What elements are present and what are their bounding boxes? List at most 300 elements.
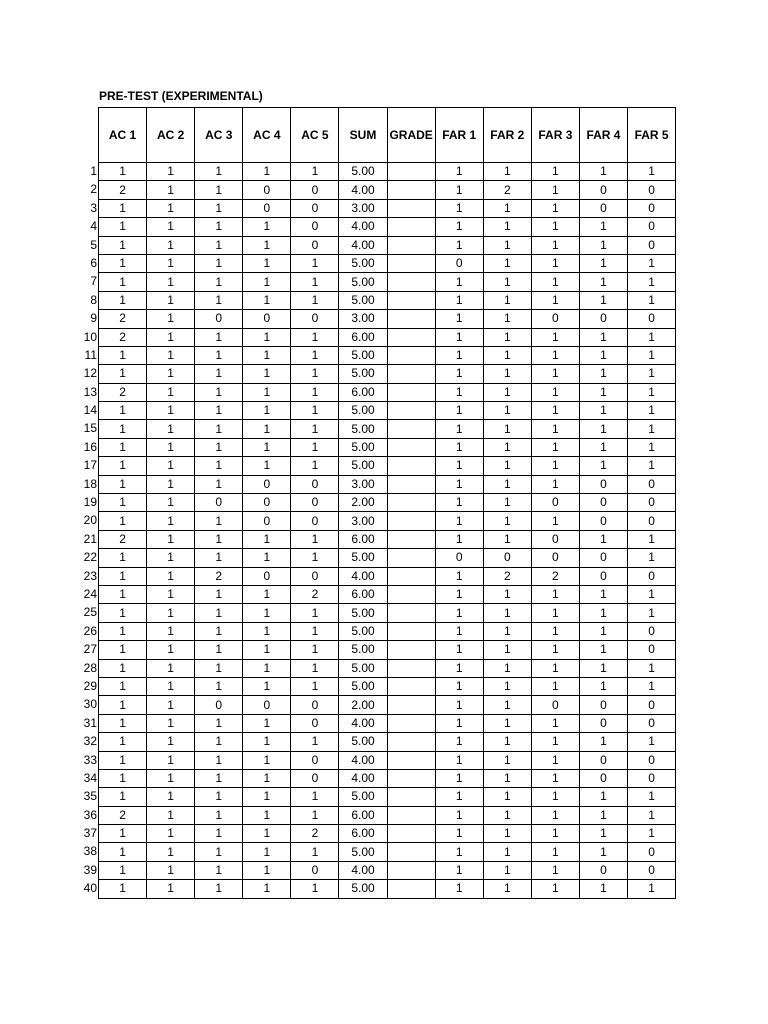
table-cell: 1: [243, 549, 291, 567]
table-cell: 1: [147, 236, 195, 254]
table-cell: [387, 254, 435, 272]
table-cell: 0: [628, 236, 676, 254]
row-number: 29: [83, 678, 97, 693]
table-cell: 0: [628, 769, 676, 787]
table-cell: 5.00: [339, 273, 387, 291]
table-cell: 1: [483, 346, 531, 364]
table-cell: 1: [483, 806, 531, 824]
table-cell: 1: [531, 218, 579, 236]
column-header: GRADE: [387, 108, 435, 163]
table-cell: 1: [531, 236, 579, 254]
column-header: SUM: [339, 108, 387, 163]
table-cell: 1: [99, 291, 147, 309]
table-cell: [387, 696, 435, 714]
table-cell: 2: [531, 567, 579, 585]
table-cell: 0: [579, 199, 627, 217]
table-cell: 0: [531, 549, 579, 567]
table-cell: 1: [435, 420, 483, 438]
table-cell: [387, 530, 435, 548]
table-cell: 0: [628, 861, 676, 879]
table-cell: 1: [531, 328, 579, 346]
table-cell: 1: [291, 346, 339, 364]
table-cell: 0: [243, 567, 291, 585]
table-cell: 1: [435, 457, 483, 475]
table-cell: 1: [531, 475, 579, 493]
table-cell: 1: [291, 383, 339, 401]
table-cell: 1: [628, 402, 676, 420]
table-cell: 2: [291, 825, 339, 843]
table-cell: 1: [147, 733, 195, 751]
table-cell: 3.00: [339, 310, 387, 328]
table-cell: [387, 769, 435, 787]
table-cell: 4.00: [339, 567, 387, 585]
table-cell: 2: [483, 567, 531, 585]
row-number: 18: [83, 476, 97, 491]
row-number: 31: [83, 715, 97, 730]
table-cell: 1: [195, 254, 243, 272]
table-cell: [387, 641, 435, 659]
table-cell: 1: [579, 733, 627, 751]
table-cell: 1: [483, 328, 531, 346]
table-cell: 6.00: [339, 383, 387, 401]
table-cell: 1: [435, 714, 483, 732]
row-number: 7: [90, 274, 97, 289]
table-cell: 1: [435, 181, 483, 199]
table-cell: 1: [195, 199, 243, 217]
row-number: 15: [83, 421, 97, 436]
table-cell: 1: [628, 254, 676, 272]
table-cell: 1: [147, 751, 195, 769]
column-header: AC 3: [195, 108, 243, 163]
table-cell: 0: [628, 494, 676, 512]
table-cell: 1: [435, 861, 483, 879]
table-cell: 0: [579, 861, 627, 879]
table-cell: [387, 273, 435, 291]
table-cell: 2: [291, 585, 339, 603]
table-cell: 1: [579, 163, 627, 181]
table-cell: 5.00: [339, 604, 387, 622]
table-cell: 0: [243, 475, 291, 493]
table-cell: 1: [99, 199, 147, 217]
table-cell: 1: [483, 310, 531, 328]
table-cell: [387, 861, 435, 879]
table-cell: 1: [99, 843, 147, 861]
row-number: 34: [83, 770, 97, 785]
table-cell: 1: [628, 604, 676, 622]
table-cell: 1: [483, 769, 531, 787]
table-cell: 1: [435, 677, 483, 695]
table-cell: 1: [291, 549, 339, 567]
row-number: 24: [83, 586, 97, 601]
row-number: 25: [83, 605, 97, 620]
table-cell: 0: [291, 567, 339, 585]
table-cell: 4.00: [339, 714, 387, 732]
table-cell: 1: [483, 273, 531, 291]
table-cell: [387, 291, 435, 309]
table-row: [99, 843, 676, 861]
table-cell: 1: [483, 751, 531, 769]
table-cell: 1: [531, 733, 579, 751]
table-cell: 1: [147, 825, 195, 843]
table-cell: [387, 457, 435, 475]
table-cell: 1: [435, 530, 483, 548]
table-row: [99, 622, 676, 640]
table-cell: 2: [483, 181, 531, 199]
table-cell: 1: [99, 861, 147, 879]
table-cell: 1: [483, 291, 531, 309]
row-number: 37: [83, 826, 97, 841]
table-cell: 1: [147, 806, 195, 824]
table-cell: 5.00: [339, 733, 387, 751]
table-cell: 1: [243, 383, 291, 401]
table-cell: 1: [147, 604, 195, 622]
table-cell: 1: [243, 402, 291, 420]
table-cell: 1: [531, 273, 579, 291]
table-cell: 1: [435, 769, 483, 787]
table-cell: 1: [291, 843, 339, 861]
row-number: 9: [90, 311, 97, 326]
table-cell: 1: [435, 475, 483, 493]
table-cell: 1: [483, 585, 531, 603]
table-row: [99, 365, 676, 383]
table-cell: 1: [99, 273, 147, 291]
table-cell: 1: [531, 861, 579, 879]
table-cell: 4.00: [339, 769, 387, 787]
row-number: 21: [83, 531, 97, 546]
table-cell: [387, 806, 435, 824]
table-row: [99, 604, 676, 622]
table-cell: 1: [435, 291, 483, 309]
table-cell: 1: [195, 163, 243, 181]
table-cell: 1: [99, 254, 147, 272]
table-cell: 0: [579, 181, 627, 199]
table-cell: 1: [531, 291, 579, 309]
table-cell: 1: [483, 659, 531, 677]
table-cell: 0: [579, 310, 627, 328]
table-cell: 0: [628, 218, 676, 236]
table-cell: 1: [147, 696, 195, 714]
table-cell: [387, 420, 435, 438]
table-cell: 1: [435, 604, 483, 622]
table-cell: 5.00: [339, 365, 387, 383]
table-cell: 1: [195, 825, 243, 843]
table-cell: 1: [531, 714, 579, 732]
table-cell: 1: [579, 383, 627, 401]
row-number-column: [70, 162, 98, 898]
score-table: [98, 107, 676, 899]
table-cell: 0: [291, 310, 339, 328]
table-cell: [387, 880, 435, 898]
table-row: [99, 733, 676, 751]
table-cell: 1: [628, 273, 676, 291]
table-row: [99, 291, 676, 309]
table-cell: 1: [195, 604, 243, 622]
table-cell: 1: [483, 365, 531, 383]
table-cell: 1: [147, 880, 195, 898]
table-cell: 1: [531, 677, 579, 695]
table-cell: 1: [579, 806, 627, 824]
table-cell: 0: [195, 696, 243, 714]
table-cell: 1: [147, 861, 195, 879]
table-cell: 5.00: [339, 677, 387, 695]
table-cell: 0: [531, 494, 579, 512]
table-row: [99, 199, 676, 217]
row-number: 39: [83, 862, 97, 877]
table-cell: 1: [483, 163, 531, 181]
table-cell: 1: [531, 420, 579, 438]
row-number: 20: [83, 513, 97, 528]
table-row: [99, 880, 676, 898]
table-cell: 1: [531, 438, 579, 456]
table-row: [99, 181, 676, 199]
table-cell: 1: [243, 843, 291, 861]
table-cell: 0: [579, 512, 627, 530]
table-cell: 1: [147, 457, 195, 475]
table-cell: 1: [147, 549, 195, 567]
table-cell: 1: [147, 843, 195, 861]
table-row: [99, 825, 676, 843]
table-cell: 1: [243, 273, 291, 291]
table-cell: 1: [531, 641, 579, 659]
row-number: 6: [90, 255, 97, 270]
table-cell: 1: [483, 530, 531, 548]
column-header: FAR 3: [531, 108, 579, 163]
table-row: [99, 861, 676, 879]
table-cell: 1: [291, 530, 339, 548]
table-row: [99, 402, 676, 420]
table-row: [99, 769, 676, 787]
table-row: [99, 273, 676, 291]
table-cell: 1: [195, 585, 243, 603]
table-cell: 1: [147, 383, 195, 401]
table-cell: 1: [483, 861, 531, 879]
table-cell: 1: [147, 402, 195, 420]
table-cell: 1: [291, 604, 339, 622]
table-cell: 4.00: [339, 861, 387, 879]
table-cell: 1: [531, 163, 579, 181]
table-cell: 1: [579, 604, 627, 622]
table-cell: 1: [291, 622, 339, 640]
table-cell: 1: [483, 254, 531, 272]
table-cell: 5.00: [339, 346, 387, 364]
table-cell: 5.00: [339, 457, 387, 475]
table-cell: 1: [99, 567, 147, 585]
table-cell: 1: [99, 585, 147, 603]
table-cell: 1: [99, 236, 147, 254]
table-cell: 1: [195, 659, 243, 677]
table-cell: 1: [483, 604, 531, 622]
table-cell: 0: [628, 310, 676, 328]
row-number: 19: [83, 495, 97, 510]
table-cell: 1: [99, 733, 147, 751]
table-cell: 1: [243, 641, 291, 659]
table-cell: 2: [99, 530, 147, 548]
table-cell: 3.00: [339, 199, 387, 217]
table-cell: 1: [243, 788, 291, 806]
table-row: [99, 659, 676, 677]
row-number: 35: [83, 789, 97, 804]
table-row: [99, 806, 676, 824]
table-cell: 1: [195, 880, 243, 898]
table-cell: 0: [291, 475, 339, 493]
table-cell: 6.00: [339, 825, 387, 843]
table-cell: 5.00: [339, 641, 387, 659]
table-cell: 1: [435, 236, 483, 254]
table-row: [99, 420, 676, 438]
table-cell: 1: [628, 438, 676, 456]
table-cell: [387, 181, 435, 199]
table-cell: 1: [531, 254, 579, 272]
table-row: [99, 163, 676, 181]
table-row: [99, 383, 676, 401]
table-cell: 0: [628, 512, 676, 530]
table-cell: 1: [243, 659, 291, 677]
table-cell: 1: [291, 677, 339, 695]
table-cell: 1: [99, 696, 147, 714]
table-cell: [387, 218, 435, 236]
row-number: 38: [83, 844, 97, 859]
table-cell: 1: [195, 843, 243, 861]
table-cell: 6.00: [339, 328, 387, 346]
table-cell: 0: [243, 181, 291, 199]
table-cell: 1: [147, 494, 195, 512]
table-cell: 1: [628, 659, 676, 677]
table-cell: 1: [531, 806, 579, 824]
table-cell: 0: [243, 512, 291, 530]
table-cell: 1: [435, 310, 483, 328]
table-cell: 1: [531, 788, 579, 806]
table-cell: 0: [579, 494, 627, 512]
table-cell: 1: [435, 641, 483, 659]
table-cell: [387, 163, 435, 181]
table-cell: 1: [195, 365, 243, 383]
table-cell: 1: [147, 769, 195, 787]
table-cell: 1: [147, 218, 195, 236]
table-cell: 3.00: [339, 475, 387, 493]
table-cell: [387, 585, 435, 603]
table-cell: 1: [291, 365, 339, 383]
table-cell: 1: [435, 365, 483, 383]
table-cell: 1: [147, 420, 195, 438]
table-cell: 1: [579, 254, 627, 272]
table-row: [99, 346, 676, 364]
table-cell: 1: [435, 751, 483, 769]
table-cell: 0: [195, 310, 243, 328]
table-cell: 5.00: [339, 788, 387, 806]
table-cell: 1: [483, 420, 531, 438]
row-number: 11: [84, 347, 97, 362]
table-cell: 1: [291, 733, 339, 751]
table-cell: 6.00: [339, 806, 387, 824]
table-cell: 1: [291, 254, 339, 272]
table-cell: 1: [483, 199, 531, 217]
table-row: [99, 641, 676, 659]
table-cell: 1: [147, 273, 195, 291]
table-cell: 1: [579, 622, 627, 640]
table-cell: 1: [483, 843, 531, 861]
table-cell: 1: [628, 365, 676, 383]
table-cell: 1: [243, 438, 291, 456]
table-cell: 1: [579, 346, 627, 364]
table-cell: 0: [291, 236, 339, 254]
table-cell: 1: [628, 346, 676, 364]
table-row: [99, 438, 676, 456]
table-cell: 1: [483, 788, 531, 806]
table-cell: 1: [195, 861, 243, 879]
table-cell: 2: [99, 328, 147, 346]
table-cell: 1: [195, 769, 243, 787]
table-cell: 1: [579, 438, 627, 456]
table-cell: 1: [195, 733, 243, 751]
table-cell: 1: [99, 402, 147, 420]
table-cell: 1: [99, 751, 147, 769]
table-cell: 1: [483, 218, 531, 236]
table-cell: 1: [99, 346, 147, 364]
table-cell: 1: [195, 420, 243, 438]
table-cell: 1: [195, 751, 243, 769]
table-cell: 1: [147, 567, 195, 585]
table-cell: 1: [483, 383, 531, 401]
row-number: 28: [83, 660, 97, 675]
table-cell: 1: [531, 622, 579, 640]
table-cell: 1: [628, 806, 676, 824]
table-cell: 1: [195, 273, 243, 291]
table-cell: 0: [579, 696, 627, 714]
table-cell: 1: [435, 512, 483, 530]
table-cell: 0: [483, 549, 531, 567]
table-cell: [387, 825, 435, 843]
table-cell: 1: [99, 641, 147, 659]
table-cell: 1: [483, 438, 531, 456]
table-cell: 0: [291, 218, 339, 236]
table-cell: 1: [243, 328, 291, 346]
table-cell: [387, 236, 435, 254]
table-cell: 1: [99, 825, 147, 843]
table-cell: 6.00: [339, 530, 387, 548]
table-cell: 1: [435, 163, 483, 181]
table-cell: 0: [243, 199, 291, 217]
table-cell: 1: [243, 530, 291, 548]
table-cell: 1: [435, 567, 483, 585]
table-cell: 1: [195, 788, 243, 806]
table-cell: 0: [628, 181, 676, 199]
table-cell: 1: [195, 346, 243, 364]
table-cell: 1: [483, 475, 531, 493]
table-cell: 5.00: [339, 880, 387, 898]
table-cell: 0: [579, 475, 627, 493]
table-cell: 1: [243, 457, 291, 475]
table-cell: [387, 346, 435, 364]
table-cell: 1: [628, 733, 676, 751]
table-cell: 1: [579, 585, 627, 603]
table-cell: 1: [291, 457, 339, 475]
table-cell: 1: [483, 402, 531, 420]
table-cell: 1: [531, 457, 579, 475]
table-cell: 1: [628, 880, 676, 898]
table-cell: 1: [628, 530, 676, 548]
table-cell: 1: [435, 199, 483, 217]
table-cell: 1: [531, 402, 579, 420]
table-cell: 1: [99, 677, 147, 695]
column-header: FAR 2: [483, 108, 531, 163]
table-cell: 0: [628, 567, 676, 585]
table-cell: 1: [291, 806, 339, 824]
table-cell: 1: [531, 199, 579, 217]
table-cell: 1: [579, 273, 627, 291]
table-cell: 1: [579, 843, 627, 861]
table-cell: [387, 475, 435, 493]
table-row: [99, 328, 676, 346]
